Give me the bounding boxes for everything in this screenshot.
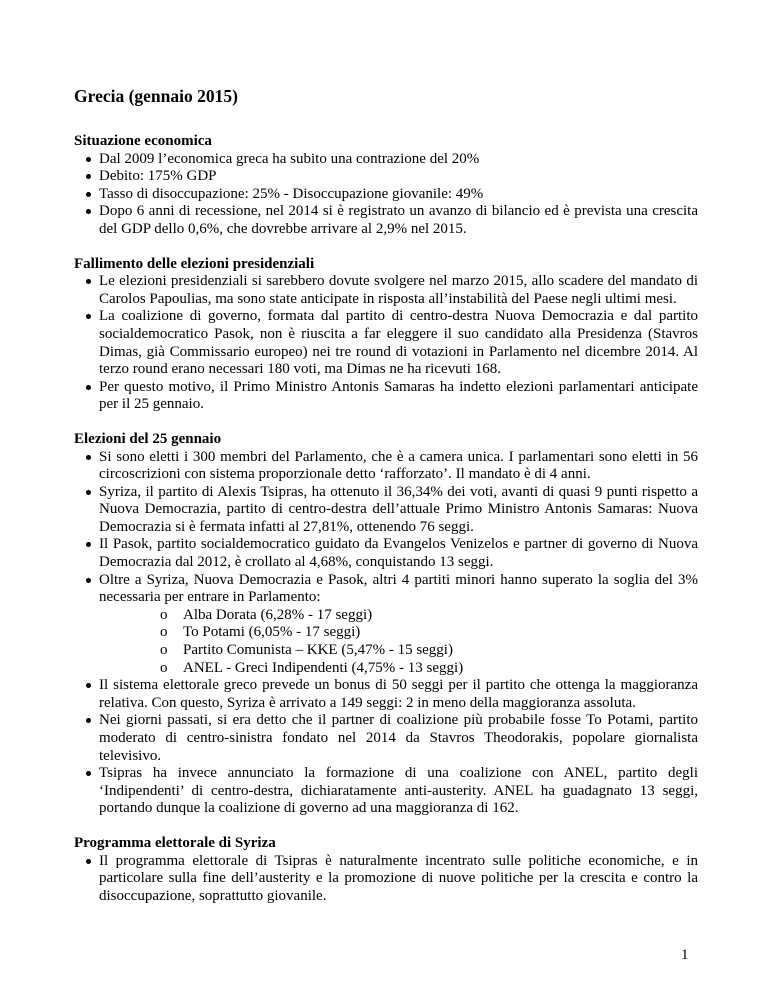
bullet-list [74,273,698,414]
sub-list [99,607,698,677]
list-item-text: Si sono eletti i 300 membri del Parlamento, che è a camera unica. I parlamentari sono eletti in 56 circoscrizioni con sistema proporzionale detto ‘rafforzato’. Il mandato è di 4 anni. [99,448,698,483]
bullet-icon [86,859,91,864]
bullet-icon [86,718,91,723]
sub-bullet-icon: o [160,659,168,676]
bullet-icon [86,490,91,495]
sub-list-item [99,607,698,625]
list-item-text: Il Pasok, partito socialdemocratico guidato da Evangelos Venizelos e partner di governo di Nuova Democrazia dal 2012, è crollato al 4,68%, conquistando 13 seggi. [99,536,698,571]
list-item [74,186,698,204]
bullet-icon [86,771,91,776]
bullet-icon [86,683,91,688]
list-item-text: Dopo 6 anni di recessione, nel 2014 si è registrato un avanzo di bilancio ed è prevista una crescita del GDP dello 0,6%, che dovrebbe arrivare al 2,9% nel 2015. [99,203,698,237]
document-body [74,133,698,922]
list-item [74,449,698,484]
list-item [74,308,698,378]
list-item-text: Syriza, il partito di Alexis Tsipras, ha ottenuto il 36,34% dei voti, avanti di quasi 9 punti rispetto a Nuova Democrazia, partito di centro-destra dell’attuale Primo Ministro Antonis Samaras: Nuova Democrazia si è fermata infatti al 27,81%, ottenendo 76 seggi. [99,483,698,535]
bullet-icon [86,455,91,460]
bullet-icon [86,314,91,319]
list-item [74,151,698,169]
sub-list-item [99,660,698,678]
list-item [74,572,698,678]
bullet-icon [86,174,91,179]
section-presidential-elections [74,256,698,414]
bullet-icon [86,542,91,547]
list-item [74,273,698,308]
list-item [74,168,698,186]
bullet-icon [86,578,91,583]
bullet-list [74,449,698,818]
section-economic-situation [74,133,698,239]
bullet-list [74,151,698,239]
section-heading: Fallimento delle elezioni presidenziali [74,255,315,272]
list-item [74,484,698,537]
list-item-text: Per questo motivo, il Primo Ministro Antonis Samaras ha indetto elezioni parlamentari anticipate per il 25 gennaio. [99,378,698,413]
list-item-text: Nei giorni passati, si era detto che il partner di coalizione più probabile fosse To Potami, partito moderato di centro-sinistra fondato nel 2014 da Stavros Theodorakis, popolare giornalista televisivo. [99,712,698,764]
list-item [74,379,698,414]
list-item-text: La coalizione di governo, formata dal partito di centro-destra Nuova Democrazia e dal partito socialdemocratico Pasok, non è riuscita a far eleggere il suo candidato alla Presidenza (Stavros Dimas, già Commissario europeo) nei tre round di votazioni in Parlamento nel dicembre 2014. Al terzo round erano necessari 180 voti, ma Dimas ne ha ricevuti 168. [99,308,698,378]
list-item [74,853,698,906]
bullet-list [74,853,698,906]
sub-list-item [99,624,698,642]
section-heading: Elezioni del 25 gennaio [74,430,222,447]
list-item-text: Oltre a Syriza, Nuova Democrazia e Pasok, altri 4 partiti minori hanno superato la soglia del 3% necessaria per entrare in Parlamento: [99,571,698,606]
sub-list-item-text: ANEL - Greci Indipendenti (4,75% - 13 seggi) [183,659,464,676]
list-item-text: Dal 2009 l’economica greca ha subito una contrazione del 20% [99,150,480,167]
bullet-icon [86,279,91,284]
sub-bullet-icon: o [160,606,168,623]
document-title: Grecia (gennaio 2015) [74,86,238,106]
section-syriza-program [74,835,698,905]
page-number: 1 [681,947,689,963]
list-item-text: Il programma elettorale di Tsipras è naturalmente incentrato sulle politiche economiche, e in particolare sulla fine dell’austerity e la promozione di nuove politiche per la crescita e contro la disoccupazione, soprattutto giovanile. [99,852,698,904]
list-item-text: Tsipras ha invece annunciato la formazione di una coalizione con ANEL, partito degli ‘Indipendenti’ di centro-destra, dichiaratamente anti-austerity. ANEL ha guadagnato 13 seggi, portando dunque la coalizione di governo ad una maggioranza di 162. [99,765,698,817]
bullet-icon [86,192,91,197]
sub-list-item [99,642,698,660]
list-item-text: Le elezioni presidenziali si sarebbero dovute svolgere nel marzo 2015, allo scadere del mandato di Carolos Papoulias, ma sono state anticipate in risposta all’instabilità del Paese negli ultimi mesi. [99,273,698,307]
bullet-icon [86,157,91,162]
bullet-icon [86,385,91,390]
list-item [74,765,698,818]
list-item [74,677,698,712]
list-item [74,536,698,571]
sub-bullet-icon: o [160,642,168,659]
sub-bullet-icon: o [160,624,168,641]
list-item [74,712,698,765]
list-item-text: Tasso di disoccupazione: 25% - Disoccupazione giovanile: 49% [99,185,484,202]
bullet-icon [86,209,91,214]
sub-list-item-text: Partito Comunista – KKE (5,47% - 15 seggi) [183,642,453,659]
section-january-elections [74,431,698,818]
sub-list-item-text: To Potami (6,05% - 17 seggi) [183,624,361,641]
list-item-text: Debito: 175% GDP [99,168,217,185]
section-heading: Programma elettorale di Syriza [74,834,276,851]
sub-list-item-text: Alba Dorata (6,28% - 17 seggi) [183,606,373,623]
section-heading: Situazione economica [74,133,212,149]
list-item [74,203,698,238]
list-item-text: Il sistema elettorale greco prevede un bonus di 50 seggi per il partito che ottenga la maggioranza relativa. Con questo, Syriza è arrivato a 149 seggi: 2 in meno della maggioranza assoluta. [99,677,698,711]
